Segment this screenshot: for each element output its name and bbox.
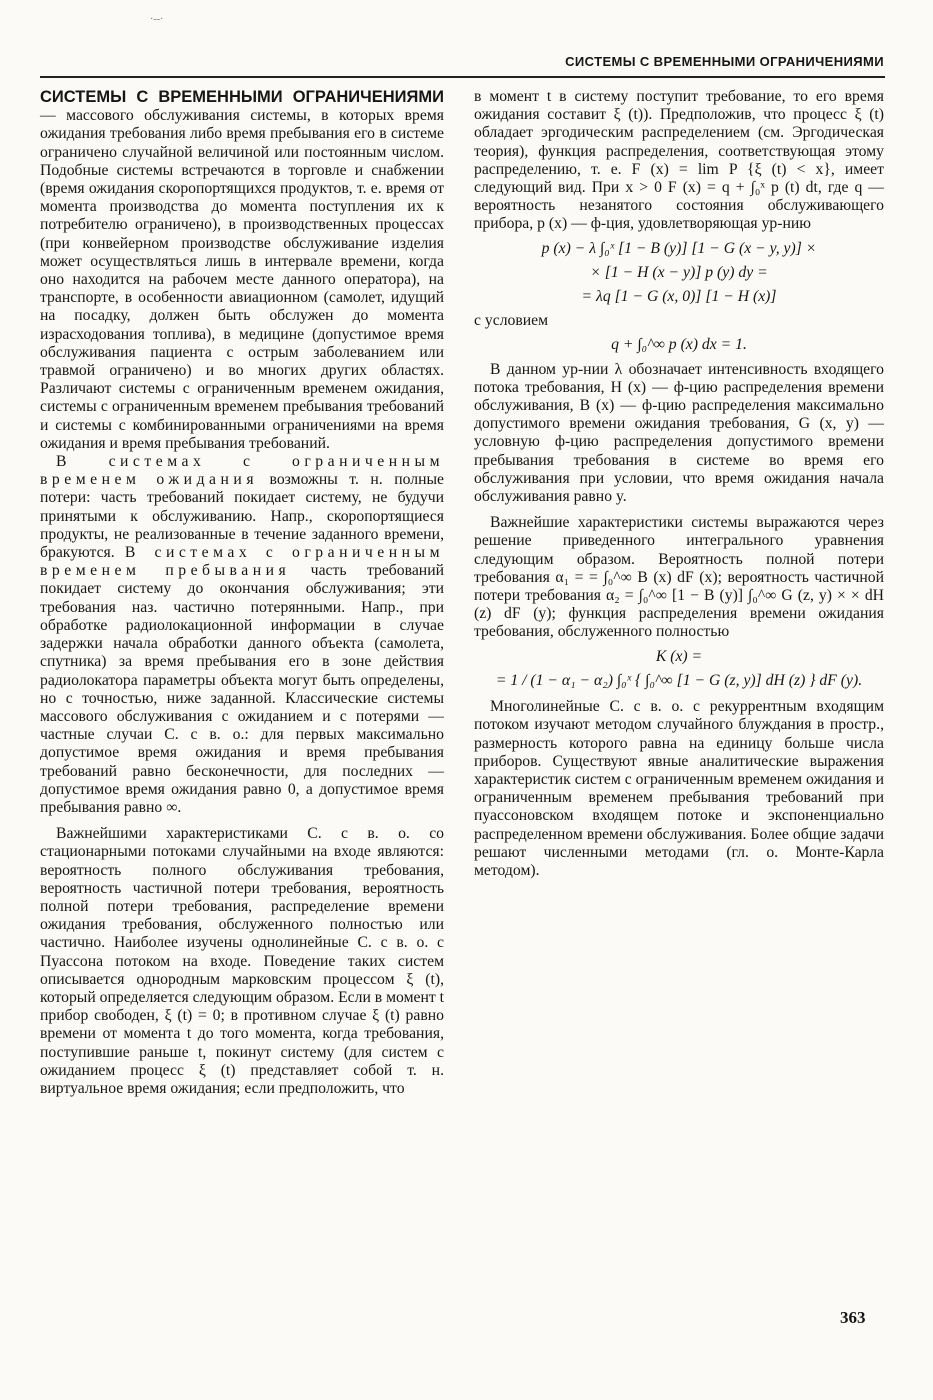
corner-mark: ·--· [150,14,164,25]
equation-normalization: q + ∫₀^∞ p (x) dx = 1. [611,336,747,354]
article-intro-paragraph [40,88,444,453]
intro-text: — массового обслуживания системы, в которых время ожидания требования либо время пребывания его в системе ограничено случайной величиной или постоянным числом. Подобные системы встречаются в торговле и снабжении (время ожидания скоропортящихся продуктов, т. е. время от момента производства до момента поступления их к потребителю ограничено), в производственных процессах (при конвейерном производстве обслуживание изделия может осуществляться лишь в интервале времени, когда оно находится на рабочем месте данного оператора), на транспорте, в особенности авиационном (самолет, идущий на посадку, должен быть обслужен до момента израсходования топлива), в медицине (допустимое время обслуживания пациента с острым заболеванием или травмой ограничено) и во многих других областях. Различают системы с ограниченным временем ожидания, системы с ограниченным временем пребывания требований и системы с комбинированными ограничениями на время ожидания и время пребывания требований. [40,107,444,452]
equation-integral-1c: = λq [1 − G (x, 0)] [1 − H (x)] [581,288,777,306]
paragraph-loss-probabilities: Важнейшие характеристики системы выражаются через решение приведенного интегрального уравнения следующим образом. Вероятность полной потери требования α₁ = = ∫₀^∞ B (x) dF (x); вероятность частичной потери требования α₂ = ∫₀^∞ [1 − B (y)] ∫₀^∞ G (z, y) × × dH (z) dF (y); функция распределения времени ожидания требования, обслуженного полностью [474,514,884,641]
spaced-term-waiting: В системах с ограниченным временем ожидания [40,453,444,489]
right-column [474,88,884,880]
paragraph-multiline: Многолинейные С. с в. о. с рекуррентным входящим потоком изучают методом случайного блуждания в простр., размерность которого равна на единицу больше числа приборов. Существуют явные аналитические выражения характеристик систем с ограниченным временем ожидания и ограниченным временем пребывания требований при пуассоновском входящем потоке и экспоненциально распределенном времени обслуживания. Более общие задачи решают численными методами (гл. о. Монте-Карла методом). [474,698,884,879]
article-headword: СИСТЕМЫ С ВРЕМЕННЫМИ ОГРАНИЧЕНИЯМИ [40,88,444,106]
spaced-term-sojourn: В системах с ограниченным временем пребывания [40,544,444,580]
paragraph-ergodic: в момент t в систему поступит требование, то его время ожидания составит ξ (t)). Предположив, что процесс ξ (t) обладает эргодическим распределением (см. Эргодическая теория), функция распределения, соответствующая этому распределению, т. е. F (x) = lim P {ξ (t) < x}, имеет следующий вид. При x > 0 F (x) = q + ∫₀ˣ p (t) dt, где q — вероятность незанятого состояния обслуживающего прибора, p (x) — ф-ция, удовлетворяющая ур-нию [474,88,884,233]
paragraph-text-2: часть требований покидает систему до окончания обслуживания; эти требования наз. частично потерянными. Напр., при обработке радиолокационной информации в случае задержки начала обработки данного объекта (самолета, спутника) за время пребывания его в зоне действия радиолокатора параметры объекта могут быть определены, но с точностью, ниже заданной. Классические системы массового обслуживания с ожиданием и с потерями — частные случаи С. с в. о.: для первых максимально допустимое время ожидания и время пребывания требований равно бесконечности, для последних — допустимое время ожидания равно 0, а допустимое время пребывания равно ∞. [40,562,444,816]
paragraph-limited-waiting [40,453,444,817]
condition-label: с условием [474,312,549,330]
paragraph-text-1: возможны т. н. полные потери: часть требований покидает систему, не будучи принятыми к обслуживанию. Напр., скоропортящиеся продукты, не реализованные в течение заданного времени, бракуются. [40,471,444,562]
equation-k-label: K (x) = [655,647,703,665]
page-number: 363 [840,1308,866,1327]
equation-integral-1b: × [1 − H (x − y)] p (y) dy = [590,263,768,281]
equation-k-formula: = 1 / (1 − α₁ − α₂) ∫₀ˣ { ∫₀^∞ [1 − G (z, y)] dH (z) } dF (y). [495,671,863,689]
running-title: СИСТЕМЫ С ВРЕМЕННЫМИ ОГРАНИЧЕНИЯМИ [565,54,884,69]
equation-integral-1a: p (x) − λ ∫₀ˣ [1 − B (y)] [1 − G (x − y, y)] × [541,239,817,257]
header-rule [40,76,885,78]
left-column [40,88,444,1098]
paragraph-characteristics: Важнейшими характеристиками С. с в. о. со стационарными потоками случайными на входе являются: вероятность полного обслуживания требования, вероятность частичной потери требования, вероятность полной потери требования, распределение времени ожидания требования, обслуженного полностью или частично. Наиболее изучены однолинейные С. с в. о. с Пуассона потоком на входе. Поведение таких систем описывается однородным марковским процессом ξ (t), который определяется следующим образом. Если в момент t прибор свободен, ξ (t) = 0; в противном случае ξ (t) равно времени от момента t до того момента, когда требования, поступившие раньше t, покинут систему (для систем с ожиданием процесс ξ (t) представляет собой т. н. виртуальное время ожидания; если предположить, что [40,825,444,1097]
paragraph-notation: В данном ур-нии λ обозначает интенсивность входящего потока требования, H (x) — ф-цию распределения времени обслуживания, B (x) — ф-цию распределения максимально допустимого времени ожидания требования, G (x, y) — условную ф-цию распределения допустимого времени пребывания требования в системе во время его обслуживания при условии, что время ожидания начала обслуживания равно y. [474,360,884,506]
